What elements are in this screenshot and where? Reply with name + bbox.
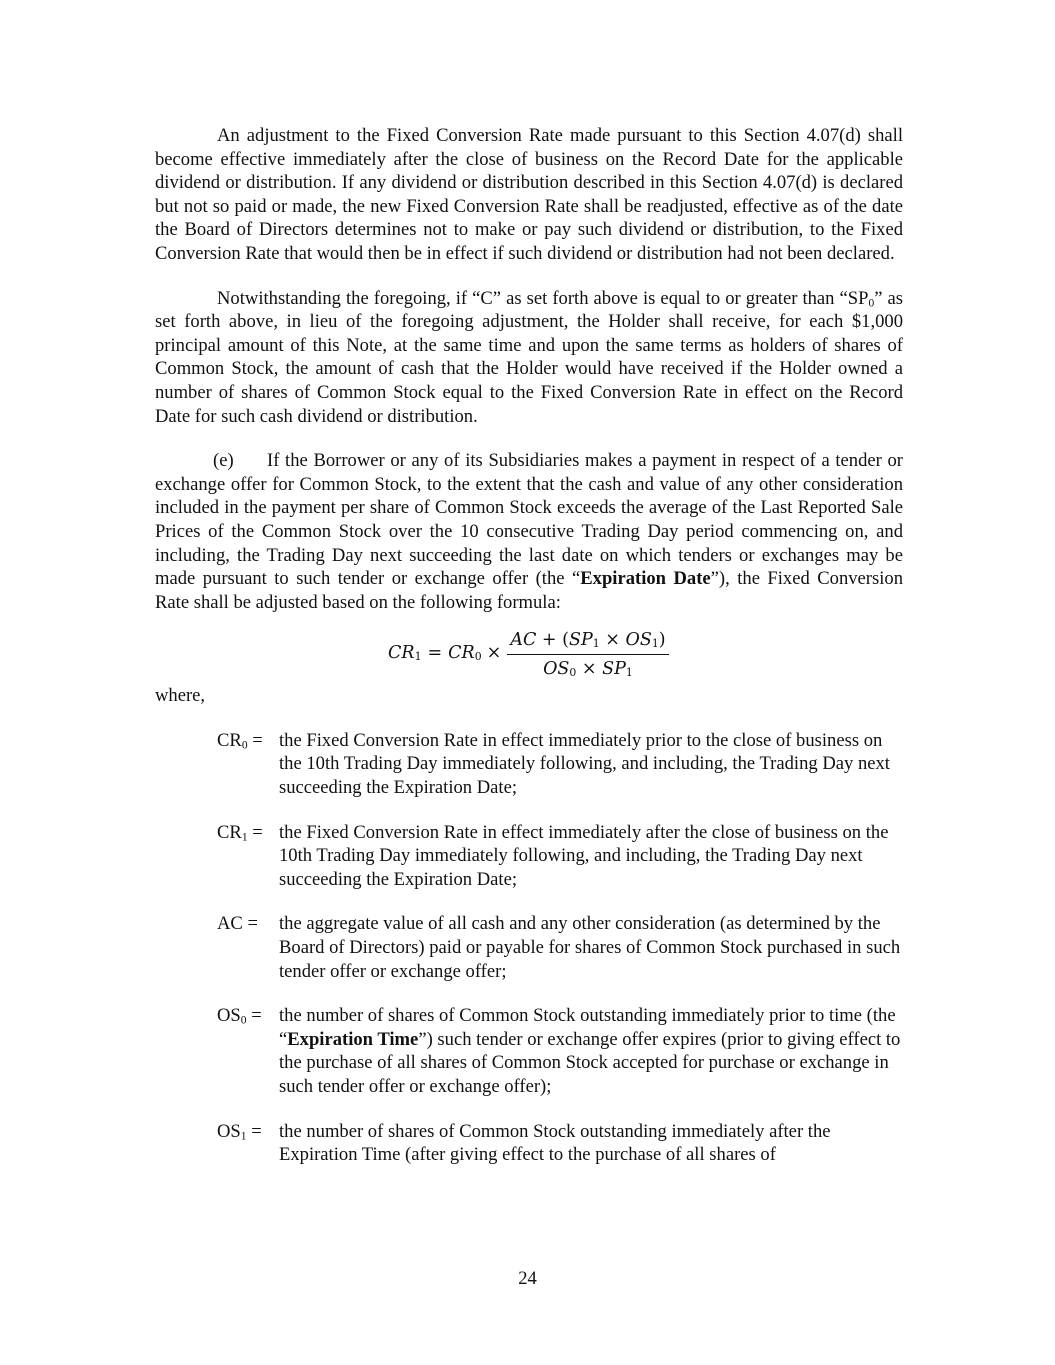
document-page bbox=[155, 124, 903, 1167]
definition-term bbox=[217, 729, 279, 753]
formula-times: × bbox=[581, 658, 597, 679]
formula-times: × bbox=[486, 643, 502, 664]
paragraph-section-e bbox=[155, 449, 903, 614]
paragraph-text-part: If the Borrower or any of its Subsidiaries makes a payment in respect of a tender or exchange offer for Common Stock, to the extent that the cash and value of any other consideration included in the payment per share of Common Stock exceeds the average of the Last Reported Sale Prices of the Common Stock over the 10 consecutive Trading Day period commencing on, and including, the Trading Day next succeeding the last date on which tenders or exchanges may be made pursuant to such tender or exchange offer (the “ bbox=[155, 450, 903, 590]
definition-text-part: the number of shares of Common Stock outstanding immediately prior to time (the “ bbox=[279, 1005, 896, 1050]
formula-plus: + bbox=[541, 629, 557, 650]
subscript: 1 bbox=[240, 1129, 247, 1142]
formula-os: OS bbox=[543, 658, 570, 679]
term-equals: = bbox=[246, 1120, 262, 1142]
definition-os1 bbox=[155, 1120, 903, 1167]
defined-term-expiration-date: Expiration Date bbox=[580, 568, 711, 590]
formula-sp: SP bbox=[602, 658, 626, 679]
subscript: 1 bbox=[241, 830, 248, 843]
section-label: (e) bbox=[213, 450, 234, 472]
term-symbol: CR bbox=[217, 729, 242, 751]
formula-numerator bbox=[507, 628, 668, 655]
formula-times: × bbox=[605, 629, 620, 650]
definition-ac bbox=[155, 912, 903, 983]
formula-subscript: 0 bbox=[474, 650, 482, 664]
formula-lhs bbox=[388, 642, 421, 666]
definition-term bbox=[217, 821, 279, 845]
formula-subscript: 0 bbox=[569, 665, 577, 679]
formula-denominator bbox=[543, 655, 633, 681]
formula-ac: AC bbox=[510, 629, 537, 650]
formula-close-paren: ) bbox=[658, 629, 666, 650]
paragraph-adjustment-effective bbox=[155, 124, 903, 266]
definition-text bbox=[279, 1004, 903, 1098]
formula-subscript: 1 bbox=[625, 665, 633, 679]
definition-text: the number of shares of Common Stock outstanding immediately after the Expiration Time (after giving effect to the purchase of all shares of bbox=[279, 1120, 831, 1166]
definition-cr1 bbox=[155, 821, 903, 892]
term-equals: = bbox=[247, 729, 263, 751]
subscript: 0 bbox=[240, 1014, 247, 1027]
formula-cr0-symbol: CR bbox=[448, 643, 475, 664]
definition-term bbox=[217, 912, 279, 936]
formula-subscript: 1 bbox=[592, 636, 600, 650]
subscript: 0 bbox=[241, 739, 248, 752]
paragraph-text-part: ” as set forth above, in lieu of the foregoing adjustment, the Holder shall receive, for each $1,000 principal amount of this Note, at the same time and upon the same terms as holders of shares of Common Stock, the amount of cash that the Holder would have received if the Holder owned a number of shares of Common Stock equal to the Fixed Conversion Rate in effect on the Record Date for such cash dividend or distribution. bbox=[155, 287, 904, 427]
page-number: 24 bbox=[518, 1268, 537, 1289]
formula-cr0 bbox=[448, 642, 481, 666]
where-label: where, bbox=[155, 685, 206, 707]
defined-term-expiration-time: Expiration Time bbox=[287, 1028, 419, 1050]
paragraph-text-part: Notwithstanding the foregoing, if “C” as set forth above is equal to or greater than “SP bbox=[217, 287, 869, 309]
definition-text: the aggregate value of all cash and any other consideration (as determined by the Board of Directors) paid or payable for shares of Common Stock purchased in such tender offer or exchange offer; bbox=[279, 913, 901, 982]
term-equals: = bbox=[246, 1005, 262, 1027]
definition-text: the Fixed Conversion Rate in effect immediately after the close of business on the 10th Trading Day immediately following, and including, the Trading Day next succeeding the Expiration Date; bbox=[279, 821, 889, 890]
formula-open-paren: ( bbox=[562, 629, 569, 650]
formula-fraction bbox=[507, 628, 668, 681]
formula-os: OS bbox=[625, 629, 652, 650]
formula-subscript: 1 bbox=[651, 636, 659, 650]
term-equals: = bbox=[242, 913, 258, 935]
definition-cr0 bbox=[155, 729, 903, 800]
term-symbol: CR bbox=[217, 821, 242, 843]
formula-equals: = bbox=[427, 643, 443, 664]
formula-sp: SP bbox=[569, 629, 593, 650]
term-symbol: OS bbox=[217, 1005, 241, 1027]
conversion-rate-formula bbox=[388, 626, 669, 682]
term-symbol: AC bbox=[217, 913, 243, 935]
definition-os0 bbox=[155, 1004, 903, 1098]
formula-block bbox=[155, 626, 903, 684]
definition-term bbox=[217, 1004, 279, 1028]
definition-term bbox=[217, 1120, 279, 1144]
formula-subscript: 1 bbox=[414, 650, 422, 664]
definition-text: the Fixed Conversion Rate in effect immediately prior to the close of business on the 10th Trading Day immediately following, and including, the Trading Day next succeeding the Expiration Date; bbox=[279, 729, 890, 799]
formula-cr1-symbol: CR bbox=[388, 643, 415, 664]
term-symbol: OS bbox=[217, 1120, 241, 1142]
term-equals: = bbox=[247, 821, 263, 843]
paragraph-notwithstanding bbox=[155, 287, 903, 429]
definition-text-part: ”) such tender or exchange offer expires (prior to giving effect to the purchase of all shares of Common Stock accepted for purchase or exchange in such tender offer or exchange offer); bbox=[279, 1028, 901, 1097]
subscript: 0 bbox=[868, 296, 875, 309]
paragraph-text: An adjustment to the Fixed Conversion Rate made pursuant to this Section 4.07(d) shall become effective immediately after the close of business on the Record Date for the applicable dividend or distribution. If any dividend or distribution described in this Section 4.07(d) is declared but not so paid or made, the new Fixed Conversion Rate shall be readjusted, effective as of the date the Board of Directors determines not to make or pay such dividend or distribution, to the Fixed Conversion Rate that would then be in effect if such dividend or distribution had not been declared. bbox=[155, 125, 903, 264]
paragraph-text-part: ”), the Fixed Conversion Rate shall be adjusted based on the following formula: bbox=[155, 568, 903, 613]
